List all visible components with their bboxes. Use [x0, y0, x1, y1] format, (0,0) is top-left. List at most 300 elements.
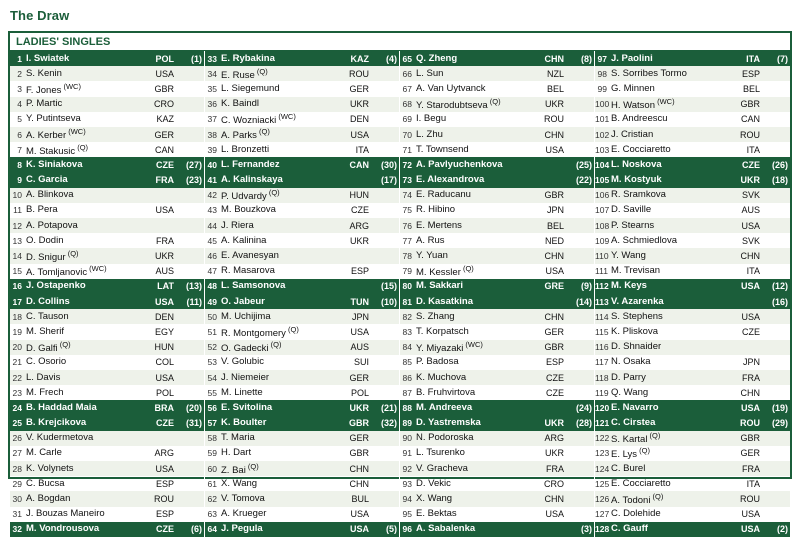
draw-row[interactable] — [595, 173, 790, 188]
draw-row[interactable] — [10, 112, 204, 127]
draw-row[interactable] — [10, 81, 204, 96]
player-name[interactable]: E. Svitolina — [221, 401, 273, 413]
player-name[interactable]: E. Ruse $^{(Q)}$ — [221, 66, 268, 81]
player-name[interactable]: M. Kessler $^{(Q)}$ — [416, 264, 474, 279]
draw-row[interactable] — [400, 491, 594, 506]
player-name[interactable]: J. Niemeier — [221, 371, 270, 383]
player-name[interactable]: C. Bucsa — [26, 477, 65, 489]
draw-row[interactable] — [400, 157, 594, 172]
draw-row[interactable] — [595, 218, 790, 233]
draw-row[interactable] — [400, 446, 594, 461]
draw-row[interactable] — [400, 476, 594, 491]
player-name[interactable]: C. Wozniacki $^{(WC)}$ — [221, 112, 296, 127]
player-name[interactable]: E. Raducanu — [416, 189, 471, 201]
draw-row[interactable] — [400, 400, 594, 415]
draw-row[interactable] — [10, 173, 204, 188]
player-name[interactable]: L. Davis — [26, 371, 61, 383]
row-number: 80 — [402, 281, 412, 292]
draw-row[interactable] — [595, 248, 790, 263]
player-name[interactable]: S. Kartal $^{(Q)}$ — [611, 431, 661, 446]
draw-row[interactable] — [595, 51, 790, 66]
player-name[interactable]: A. Krueger — [221, 508, 267, 520]
player-name[interactable]: K. Pliskova — [611, 325, 658, 337]
draw-row[interactable] — [10, 446, 204, 461]
draw-row[interactable] — [400, 355, 594, 370]
player-name[interactable]: P. Udvardy $^{(Q)}$ — [221, 188, 280, 203]
draw-row[interactable] — [10, 127, 204, 142]
row-number: 55 — [207, 387, 217, 398]
draw-row[interactable] — [10, 507, 204, 522]
player-name[interactable]: J. Pegula — [221, 523, 263, 535]
draw-row[interactable] — [595, 355, 790, 370]
draw-row[interactable] — [10, 97, 204, 112]
draw-row[interactable] — [595, 446, 790, 461]
draw-row[interactable] — [10, 264, 204, 279]
player-name[interactable]: T. Townsend — [416, 143, 469, 155]
player-name[interactable]: N. Osaka — [611, 356, 651, 368]
draw-row[interactable] — [595, 157, 790, 172]
player-country: BEL — [546, 220, 564, 231]
player-name[interactable]: D. Snigur $^{(Q)}$ — [26, 248, 79, 264]
draw-row[interactable] — [10, 157, 204, 172]
draw-row[interactable] — [10, 279, 204, 294]
draw-row[interactable] — [10, 309, 204, 324]
player-name[interactable]: M. Stakusic $^{(Q)}$ — [26, 142, 89, 157]
row-number: 41 — [207, 175, 217, 186]
player-name[interactable]: M. Sakkari — [416, 280, 463, 292]
draw-row[interactable] — [205, 66, 399, 81]
player-name[interactable]: E. Cocciaretto — [611, 143, 671, 155]
player-name[interactable]: B. Haddad Maia — [26, 401, 97, 413]
draw-row[interactable] — [595, 142, 790, 157]
draw-row[interactable] — [205, 507, 399, 522]
row-number: 106 — [595, 190, 610, 201]
draw-row[interactable] — [205, 188, 399, 203]
draw-row[interactable] — [595, 522, 790, 537]
player-name[interactable]: M. Sherif — [26, 325, 65, 337]
row-number: 37 — [207, 114, 217, 125]
player-name[interactable]: D. Collins — [26, 295, 70, 307]
player-name[interactable]: M. Uchijima — [221, 310, 271, 322]
row-number: 72 — [402, 159, 412, 170]
player-seed: (7) — [777, 53, 788, 64]
player-name[interactable]: K. Boulter — [221, 417, 267, 429]
player-name[interactable]: X. Wang — [221, 477, 258, 489]
draw-row[interactable] — [400, 279, 594, 294]
draw-row[interactable] — [400, 188, 594, 203]
player-name[interactable]: M. Kostyuk — [611, 174, 662, 186]
player-name[interactable]: R. Masarova — [221, 265, 275, 277]
draw-row[interactable] — [595, 370, 790, 385]
player-name[interactable]: D. Parry — [611, 371, 646, 383]
player-name[interactable]: X. Wang — [416, 493, 453, 505]
player-name[interactable]: Q. Wang — [611, 386, 649, 398]
row-number: 36 — [207, 99, 217, 110]
row-number: 112 — [595, 281, 609, 292]
player-name[interactable]: C. Dolehide — [611, 508, 661, 520]
draw-row[interactable] — [400, 66, 594, 81]
draw-row[interactable] — [205, 142, 399, 157]
player-name[interactable]: L. Fernandez — [221, 158, 280, 170]
player-name[interactable]: C. Tauson — [26, 310, 69, 322]
player-country: GER — [740, 448, 760, 459]
player-name[interactable]: S. Kenin — [26, 67, 62, 79]
player-name[interactable]: A. Kalinina — [221, 234, 267, 246]
draw-row[interactable] — [595, 97, 790, 112]
player-name[interactable]: A. Van Uytvanck — [416, 82, 486, 94]
player-name[interactable]: A. Potapova — [26, 219, 78, 231]
player-name[interactable]: M. Bouzkova — [221, 204, 276, 216]
player-name[interactable]: K. Baindl — [221, 98, 260, 110]
draw-row[interactable] — [205, 324, 399, 339]
player-name[interactable]: J. Riera — [221, 219, 254, 231]
player-name[interactable]: C. Cirstea — [611, 417, 656, 429]
player-name[interactable]: L. Sun — [416, 67, 444, 79]
player-name[interactable]: J. Bouzas Maneiro — [26, 508, 105, 520]
player-name[interactable]: C. Burel — [611, 462, 646, 474]
draw-row[interactable] — [10, 400, 204, 415]
player-name[interactable]: M. Trevisan — [611, 265, 661, 277]
draw-row[interactable] — [10, 431, 204, 446]
draw-row[interactable] — [400, 127, 594, 142]
draw-row[interactable] — [400, 309, 594, 324]
player-country: DEN — [349, 114, 369, 125]
player-status-tag: (Q) — [57, 340, 71, 350]
player-name[interactable]: V. Azarenka — [611, 295, 664, 307]
player-name[interactable]: T. Maria — [221, 432, 255, 444]
draw-row[interactable] — [10, 340, 204, 355]
draw-row[interactable] — [595, 491, 790, 506]
draw-row[interactable] — [595, 416, 790, 431]
player-name[interactable]: M. Keys — [611, 280, 647, 292]
draw-row[interactable] — [10, 416, 204, 431]
player-country: ARG — [349, 220, 369, 231]
player-name[interactable]: L. Zhu — [416, 128, 443, 140]
draw-row[interactable] — [400, 233, 594, 248]
player-seed: (32) — [380, 418, 397, 429]
player-country: CZE — [742, 326, 760, 337]
player-name[interactable]: B. Pera — [26, 204, 58, 216]
player-name[interactable]: A. Pavlyuchenkova — [416, 158, 503, 170]
draw-row[interactable] — [595, 507, 790, 522]
player-name[interactable]: R. Hibino — [416, 204, 456, 216]
player-name[interactable]: P. Badosa — [416, 356, 459, 368]
draw-row[interactable] — [205, 294, 399, 309]
draw-row[interactable] — [10, 233, 204, 248]
draw-row[interactable] — [205, 112, 399, 127]
draw-row[interactable] — [595, 81, 790, 96]
player-name[interactable]: S. Stephens — [611, 310, 663, 322]
draw-row[interactable] — [595, 340, 790, 355]
player-status-tag: (Q) — [268, 340, 282, 350]
player-seed: (2) — [777, 524, 788, 535]
player-name[interactable]: E. Mertens — [416, 219, 462, 231]
player-name[interactable]: K. Volynets — [26, 462, 74, 474]
player-name[interactable]: E. Cocciaretto — [611, 477, 671, 489]
draw-row[interactable] — [10, 203, 204, 218]
draw-row[interactable] — [595, 264, 790, 279]
player-name[interactable]: J. Ostapenko — [26, 280, 86, 292]
draw-row[interactable] — [595, 431, 790, 446]
draw-row[interactable] — [595, 476, 790, 491]
draw-row[interactable] — [10, 66, 204, 81]
player-name[interactable]: K. Muchova — [416, 371, 467, 383]
draw-row[interactable] — [10, 355, 204, 370]
draw-row[interactable] — [205, 522, 399, 537]
player-name[interactable]: A. Tomljanovic $^{(WC)}$ — [26, 264, 107, 279]
draw-row[interactable] — [10, 188, 204, 203]
draw-row[interactable] — [400, 431, 594, 446]
player-name[interactable]: Y. Putintseva — [26, 113, 81, 125]
player-name[interactable]: A. Kalinskaya — [221, 174, 283, 186]
draw-row[interactable] — [205, 279, 399, 294]
player-country: CHN — [544, 53, 564, 64]
draw-row[interactable] — [400, 248, 594, 263]
player-name[interactable]: E. Avanesyan — [221, 250, 279, 262]
row-number: 18 — [12, 311, 22, 322]
player-name[interactable]: M. Vondrousova — [26, 523, 100, 535]
player-name[interactable]: P. Stearns — [611, 219, 655, 231]
player-name[interactable]: D. Kasatkina — [416, 295, 474, 307]
draw-row[interactable] — [205, 355, 399, 370]
draw-row[interactable] — [400, 522, 594, 537]
player-name[interactable]: E. Navarro — [611, 401, 659, 413]
player-status-tag: (WC) — [463, 340, 483, 350]
player-seed: (30) — [380, 159, 397, 170]
player-name[interactable]: S. Zhang — [416, 310, 455, 322]
player-name[interactable]: D. Saville — [611, 204, 652, 216]
player-name[interactable]: I. Begu — [416, 113, 447, 125]
player-name[interactable]: A. Parks $^{(Q)}$ — [221, 127, 270, 142]
player-name[interactable]: E. Alexandrova — [416, 174, 485, 186]
player-name[interactable]: B. Fruhvirtova — [416, 386, 476, 398]
player-name[interactable]: C. Garcia — [26, 174, 68, 186]
draw-row[interactable] — [205, 416, 399, 431]
draw-row[interactable] — [205, 248, 399, 263]
draw-row[interactable] — [400, 340, 594, 355]
row-number: 86 — [402, 372, 412, 383]
player-country: KAZ — [350, 53, 369, 64]
draw-row[interactable] — [400, 51, 594, 66]
player-name[interactable]: N. Podoroska — [416, 432, 474, 444]
draw-row[interactable] — [595, 112, 790, 127]
player-name[interactable]: O. Jabeur — [221, 295, 265, 307]
player-name[interactable]: I. Swiatek — [26, 52, 70, 64]
player-name[interactable]: M. Frech — [26, 386, 64, 398]
draw-row[interactable] — [400, 97, 594, 112]
row-number: 45 — [207, 235, 217, 246]
player-name[interactable]: L. Bronzetti — [221, 143, 270, 155]
player-name[interactable]: B. Andreescu — [611, 113, 668, 125]
player-name[interactable]: T. Korpatsch — [416, 325, 469, 337]
player-name[interactable]: L. Siegemund — [221, 82, 280, 94]
draw-row[interactable] — [205, 385, 399, 400]
draw-row[interactable] — [400, 203, 594, 218]
draw-row[interactable] — [400, 173, 594, 188]
draw-row[interactable] — [10, 491, 204, 506]
player-name[interactable]: Q. Zheng — [416, 52, 458, 64]
player-country: USA — [740, 524, 760, 535]
player-name[interactable]: K. Siniakova — [26, 158, 83, 170]
player-name[interactable]: Z. Bai $^{(Q)}$ — [221, 461, 259, 476]
draw-row[interactable] — [205, 81, 399, 96]
player-name[interactable]: O. Gadecki $^{(Q)}$ — [221, 340, 282, 355]
player-name[interactable]: C. Gauff — [611, 523, 648, 535]
player-seed: (13) — [185, 281, 202, 292]
draw-row[interactable] — [205, 431, 399, 446]
draw-row[interactable] — [400, 324, 594, 339]
draw-row[interactable] — [400, 416, 594, 431]
draw-row[interactable] — [10, 248, 204, 263]
draw-row[interactable] — [400, 218, 594, 233]
draw-row[interactable] — [10, 294, 204, 309]
draw-row[interactable] — [205, 173, 399, 188]
draw-row[interactable] — [400, 142, 594, 157]
draw-row[interactable] — [205, 491, 399, 506]
player-country: ITA — [746, 478, 760, 489]
player-name[interactable]: R. Sramkova — [611, 189, 666, 201]
draw-row[interactable] — [205, 309, 399, 324]
player-name[interactable]: E. Rybakina — [221, 52, 275, 64]
player-name[interactable]: Y. Starodubtseva $^{(Q)}$ — [416, 97, 501, 112]
row-number: 3 — [17, 83, 22, 94]
player-name[interactable]: J. Paolini — [611, 52, 653, 64]
draw-row[interactable] — [10, 324, 204, 339]
row-number: 124 — [595, 463, 610, 474]
draw-row[interactable] — [595, 309, 790, 324]
draw-row[interactable] — [595, 294, 790, 309]
row-number: 75 — [402, 205, 412, 216]
player-name[interactable]: E. Lys $^{(Q)}$ — [611, 446, 650, 461]
draw-row[interactable] — [205, 97, 399, 112]
draw-row[interactable] — [10, 370, 204, 385]
player-name[interactable]: Y. Miyazaki $^{(WC)}$ — [416, 340, 483, 355]
player-name[interactable]: M. Linette — [221, 386, 263, 398]
player-name[interactable]: V. Gracheva — [416, 462, 468, 474]
player-name[interactable]: Y. Wang — [611, 250, 646, 262]
draw-row[interactable] — [205, 400, 399, 415]
player-name[interactable]: V. Tomova — [221, 493, 265, 505]
player-name[interactable]: D. Vekic — [416, 477, 451, 489]
draw-row[interactable] — [10, 51, 204, 66]
player-name[interactable]: A. Todoni $^{(Q)}$ — [611, 491, 664, 507]
draw-row[interactable] — [205, 476, 399, 491]
player-name[interactable]: A. Bogdan — [26, 493, 71, 505]
player-name[interactable]: L. Tsurenko — [416, 447, 465, 459]
draw-row[interactable] — [205, 218, 399, 233]
draw-row[interactable] — [400, 294, 594, 309]
player-name[interactable]: H. Watson $^{(WC)}$ — [611, 97, 675, 112]
player-name[interactable]: P. Martic — [26, 98, 63, 110]
player-status-tag: (Q) — [245, 461, 259, 471]
draw-row[interactable] — [595, 461, 790, 476]
draw-row[interactable] — [10, 476, 204, 491]
draw-row[interactable] — [10, 142, 204, 157]
player-name[interactable]: L. Noskova — [611, 158, 662, 170]
player-name[interactable]: O. Dodin — [26, 234, 64, 246]
draw-row[interactable] — [205, 461, 399, 476]
player-name[interactable]: C. Osorio — [26, 356, 67, 368]
draw-row[interactable] — [595, 279, 790, 294]
player-name[interactable]: G. Minnen — [611, 82, 655, 94]
draw-row[interactable] — [595, 324, 790, 339]
player-name[interactable]: D. Yastremska — [416, 417, 481, 429]
player-name[interactable]: A. Kerber $^{(WC)}$ — [26, 127, 86, 142]
draw-row[interactable] — [400, 461, 594, 476]
draw-row[interactable] — [400, 385, 594, 400]
draw-row[interactable] — [10, 461, 204, 476]
draw-row[interactable] — [595, 233, 790, 248]
player-name[interactable]: E. Bektas — [416, 508, 457, 520]
player-name[interactable]: A. Blinkova — [26, 189, 74, 201]
draw-row[interactable] — [205, 340, 399, 355]
player-name[interactable]: D. Galfi $^{(Q)}$ — [26, 340, 71, 355]
player-country: ESP — [741, 68, 760, 79]
player-name[interactable]: L. Samsonova — [221, 280, 286, 292]
draw-row[interactable] — [595, 188, 790, 203]
draw-row[interactable] — [205, 203, 399, 218]
draw-row[interactable] — [205, 127, 399, 142]
player-seed: (28) — [575, 418, 592, 429]
player-name[interactable]: A. Rus — [416, 234, 445, 246]
draw-row[interactable] — [205, 233, 399, 248]
draw-row[interactable] — [10, 522, 204, 537]
draw-row[interactable] — [205, 157, 399, 172]
draw-row[interactable] — [595, 66, 790, 81]
player-name[interactable]: A. Sabalenka — [416, 523, 476, 535]
draw-row[interactable] — [205, 264, 399, 279]
draw-row[interactable] — [10, 218, 204, 233]
draw-row[interactable] — [400, 81, 594, 96]
draw-row[interactable] — [400, 112, 594, 127]
player-country: USA — [155, 463, 174, 474]
player-name[interactable]: B. Krejcikova — [26, 417, 87, 429]
player-name[interactable]: F. Jones $^{(WC)}$ — [26, 81, 81, 97]
player-name[interactable]: A. Schmiedlova — [611, 234, 678, 246]
draw-row[interactable] — [400, 507, 594, 522]
player-name[interactable]: H. Dart — [221, 447, 252, 459]
draw-row[interactable] — [400, 264, 594, 279]
player-country: GBR — [544, 190, 564, 201]
player-seed: (25) — [575, 159, 592, 170]
player-name[interactable]: D. Shnaider — [611, 341, 662, 353]
row-number: 56 — [207, 402, 217, 413]
draw-row[interactable] — [400, 370, 594, 385]
player-name[interactable]: M. Andreeva — [416, 401, 473, 413]
player-name[interactable]: V. Kudermetova — [26, 432, 94, 444]
row-number: 29 — [12, 478, 22, 489]
row-number: 104 — [595, 159, 610, 170]
draw-row[interactable] — [595, 203, 790, 218]
player-name[interactable]: S. Sorribes Tormo — [611, 67, 687, 79]
player-name[interactable]: R. Montgomery $^{(Q)}$ — [221, 324, 299, 340]
player-name[interactable]: M. Carle — [26, 447, 62, 459]
draw-row[interactable] — [595, 385, 790, 400]
draw-row[interactable] — [595, 400, 790, 415]
player-name[interactable]: Y. Yuan — [416, 250, 448, 262]
row-number: 120 — [595, 402, 610, 413]
row-number: 125 — [595, 478, 610, 489]
player-status-tag: (WC) — [66, 127, 86, 137]
player-name[interactable]: J. Cristian — [611, 128, 654, 140]
player-country: BEL — [742, 83, 760, 94]
draw-row[interactable] — [205, 51, 399, 66]
draw-row[interactable] — [205, 446, 399, 461]
draw-row[interactable] — [205, 370, 399, 385]
player-name[interactable]: V. Golubic — [221, 356, 264, 368]
draw-row[interactable] — [10, 385, 204, 400]
draw-row[interactable] — [595, 127, 790, 142]
